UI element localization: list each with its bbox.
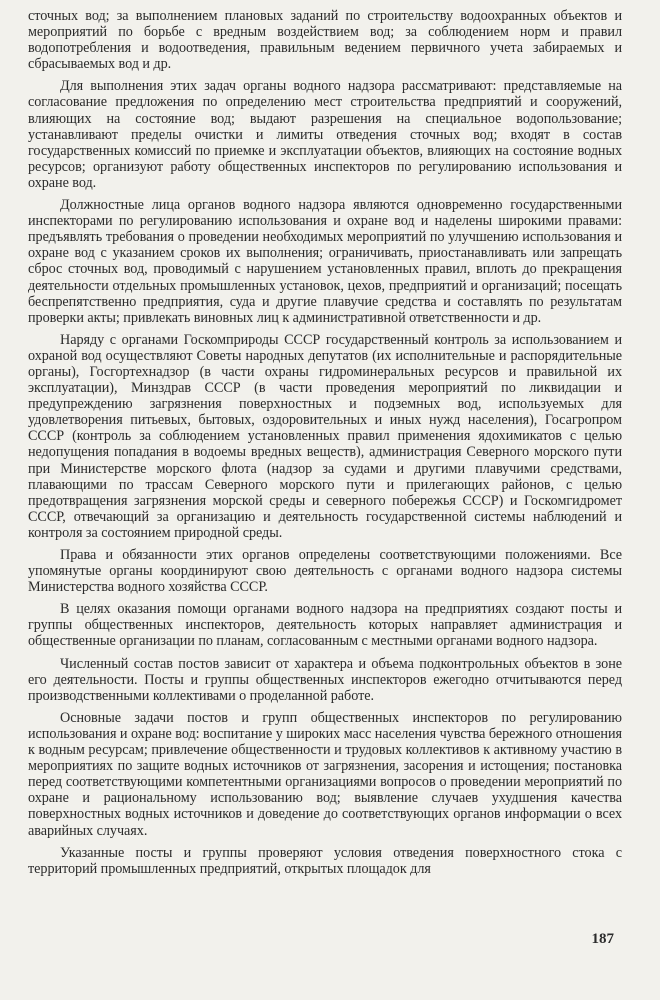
paragraph-7: Численный состав постов зависит от характера и объема подконтрольных объектов в зоне его деятельности. Посты и группы общественных инспекторов ежегодно отчитываются перед производственными коллективами о проделанной работе. [28,655,622,704]
paragraph-3: Должностные лица органов водного надзора являются одновременно государственными инспекторами по регулированию использования и охране вод и наделены широкими правами: предъявлять требования о проведении необходимых мероприятий по улучшению использования и охране вод с указанием сроков их выполнения; ограничивать, приостанавливать или запрещать сброс сточных вод, проводимый с нарушением установленных правил, вплоть до прекращения деятельности отдельных промышленных установок, цехов, предприятий и организаций; посещать беспрепятственно предприятия, суда и другие плавучие средства и составлять по результатам проверки акты; привлекать виновных лиц к административной ответственности и др. [28,197,622,326]
paragraph-5: Права и обязанности этих органов определены соответствующими положениями. Все упомянутые органы координируют свою деятельность с органами водного надзора системы Министерства водного хозяйства СССР. [28,547,622,596]
paragraph-2: Для выполнения этих задач органы водного надзора рассматривают: представляемые на согласование предложения по определению мест строительства предприятий и сооружений, влияющих на состояние вод; выдают разрешения на специальное водопользование; устанавливают пределы очистки и лимиты отведения сточных вод; входят в состав государственных комиссий по приемке и эксплуатации объектов, влияющих на состояние водных ресурсов; организуют работу общественных инспекторов по регулированию использования и охране вод. [28,78,622,191]
paragraph-8: Основные задачи постов и групп общественных инспекторов по регулированию использования и охране вод: воспитание у широких масс населения чувства бережного отношения к водным ресурсам; привлечение общественности и трудовых коллективов к активному участию в мероприятиях по защите водных источников от загрязнения, засорения и истощения; постановка перед соответствующими компетентными организациями вопросов о проведении мероприятий по охране и рациональному использованию вод; выявление случаев ухудшения качества поверхностных водных источников и доведение до соответствующих органов информации о всех аварийных случаях. [28,709,622,839]
page-number: 187 [591,931,614,947]
paragraph-6: В целях оказания помощи органами водного надзора на предприятиях создают посты и группы общественных инспекторов, деятельность которых направляет администрация и общественные организации по планам, согласованным с местными органами водного надзора. [28,601,622,650]
page-text [28,8,622,883]
paragraph-1: сточных вод; за выполнением плановых заданий по строительству водоохранных объектов и мероприятий по борьбе с вредным воздействием вод; за соблюдением норм и правил водопотребления и водоотведения, правильным ведением первичного учета забираемых и сбрасываемых вод и др. [28,8,622,73]
paragraph-9: Указанные посты и группы проверяют условия отведения поверхностного стока с территорий промышленных предприятий, открытых площадок для [28,844,622,877]
paragraph-4: Наряду с органами Госкомприроды СССР государственный контроль за использованием и охраной вод осуществляют Советы народных депутатов (их исполнительные и распорядительные органы), Госгортехнадзор (в части охраны гидроминеральных ресурсов и правильной их эксплуатации), Минздрав СССР (в части проведения мероприятий по ликвидации и предупреждению загрязнения поверхностных и подземных вод, используемых для удовлетворения питьевых, бытовых, оздоровительных и иных нужд населения), Госагропром СССР (контроль за соблюдением установленных правил применения ядохимикатов с целью недопущения попадания в водоемы вредных веществ), администрация Северного морского пути при Министерстве морского флота (надзор за судами и другими плавучими средствами, плавающими по трассам Северного морского пути и прилегающих районов, с целью предотвращения загрязнения морской среды и северного побережья СССР) и Госкомгидромет СССР, отвечающий за организацию и деятельность государственной системы наблюдений и контроля за состоянием природной среды. [28,331,622,541]
